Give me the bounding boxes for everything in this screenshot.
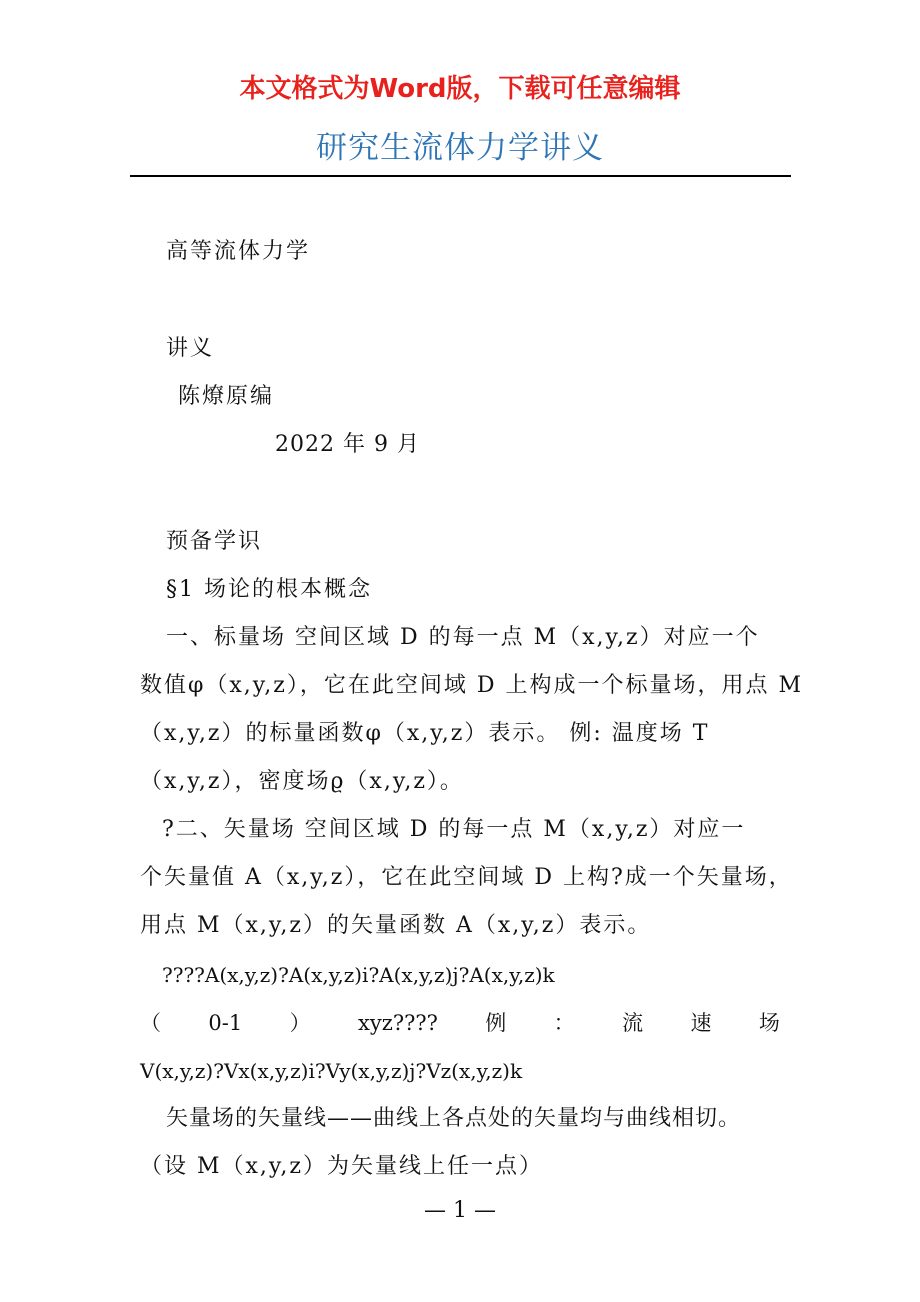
equation-label-line — [140, 1008, 780, 1038]
page-number: — 1 — — [424, 1198, 496, 1223]
paragraph-line: （设 M（x,y,z）为矢量线上任一点） — [140, 1154, 544, 1179]
author-line: 陈燎原编 — [178, 384, 275, 409]
example-word: 场 — [758, 1011, 780, 1035]
example-colon: ： — [553, 1011, 575, 1035]
document-title: 研究生流体力学讲义 — [316, 130, 604, 166]
paragraph-line: ?二、矢量场 空间区域 D 的每一点 M（x,y,z）对应一 — [162, 817, 746, 842]
lecture-label: 讲义 — [166, 336, 215, 361]
equation-close-paren: ） — [289, 1011, 311, 1035]
velocity-formula: V(x,y,z)?Vx(x,y,z)i?Vy(x,y,z)j?Vz(x,y,z)k — [140, 1059, 523, 1083]
paragraph-line: 数值φ（x,y,z），它在此空间域 D 上构成一个标量场，用点 M — [140, 673, 804, 698]
paragraph-line: 个矢量值 A（x,y,z），它在此空间域 D 上构?成一个矢量场， — [140, 865, 793, 890]
chapter-heading: 预备学识 — [166, 529, 263, 554]
header-rule — [130, 175, 791, 177]
paragraph-line: 用点 M（x,y,z）的矢量函数 A（x,y,z）表示。 — [140, 913, 652, 938]
equation-open-paren: （ — [140, 1011, 161, 1035]
vector-formula: ????A(x,y,z)?A(x,y,z)i?A(x,y,z)j?A(x,y,z)k — [162, 963, 555, 987]
paragraph-line: 一、标量场 空间区域 D 的每一点 M（x,y,z）对应一个 — [166, 625, 760, 650]
equation-number: 0-1 — [208, 1011, 243, 1035]
example-word: 速 — [690, 1011, 712, 1035]
paragraph-line: 矢量场的矢量线——曲线上各点处的矢量均与曲线相切。 — [166, 1106, 742, 1131]
example-word: 流 — [622, 1011, 644, 1035]
paragraph-line: （x,y,z）的标量函数φ（x,y,z）表示。 例: 温度场 T — [140, 721, 710, 746]
section-heading: §1 场论的根本概念 — [166, 577, 372, 602]
course-title: 高等流体力学 — [166, 239, 311, 264]
date-line: 2022 年 9 月 — [275, 432, 420, 457]
example-label: 例 — [485, 1011, 507, 1035]
component-subscripts: xyz???? — [358, 1011, 438, 1035]
paragraph-line: （x,y,z），密度场ϱ（x,y,z）。 — [140, 769, 464, 794]
editable-banner: 本文格式为Word版，下载可任意编辑 — [239, 74, 681, 104]
